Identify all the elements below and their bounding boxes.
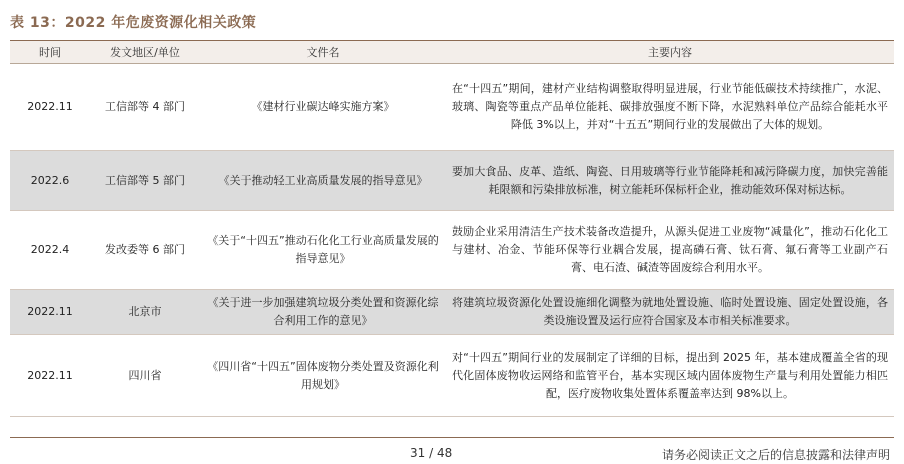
- cell-content: 鼓励企业采用清洁生产技术装备改造提升，从源头促进工业废物“减量化”，推动石化化工与建材、冶金、节能环保等行业耦合发展，提高磷石膏、钛石膏、氟石膏等工业副产石膏、电石渣、碱渣等固废综合利用水平。: [452, 225, 888, 274]
- table-row: [10, 211, 894, 290]
- cell-dept: 北京市: [128, 305, 162, 318]
- table-title: 表 13：2022 年危废资源化相关政策: [10, 15, 257, 31]
- cell-dept: 四川省: [128, 368, 162, 382]
- table-header: [10, 41, 894, 64]
- cell-dept: 工信部等 5 部门: [105, 173, 185, 187]
- cell-doc: 《建材行业碳达峰实施方案》: [251, 100, 395, 113]
- header-dept: 发文地区/单位: [110, 46, 180, 59]
- cell-doc: 《四川省“十四五”固体废物分类处置及资源化利用规划》: [207, 359, 439, 391]
- cell-content: 在“十四五”期间，建材产业结构调整取得明显进展，行业节能低碳技术持续推广，水泥、玻璃、陶瓷等重点产品单位能耗、碳排放强度不断下降，水泥熟料单位产品综合能耗水平降低 3%以上，并对“十五五”期间行业的发展做出了大体的规划。: [452, 82, 888, 131]
- disclaimer-text: 请务必阅读正文之后的信息披露和法律声明: [661, 448, 890, 462]
- policy-table: [10, 40, 894, 417]
- page-number: 31 / 48: [410, 446, 453, 460]
- cell-dept: 发改委等 6 部门: [105, 243, 185, 256]
- cell-time: 2022.11: [27, 305, 73, 318]
- cell-content: 要加大食品、皮革、造纸、陶瓷、日用玻璃等行业节能降耗和减污降碳力度，加快完善能耗限额和污染排放标准，树立能耗环保标杆企业，推动能效环保对标达标。: [452, 164, 888, 196]
- cell-content: 对“十四五”期间行业的发展制定了详细的目标，提出到 2025 年，基本建成覆盖全省的现代化固体废物收运网络和监管平台，基本实现区域内固体废物生产量与利用处置能力相匹配，医疗废物收集处置体系覆盖率达到 98%以上。: [452, 350, 888, 400]
- table-row: [10, 335, 894, 417]
- footer-divider: [10, 437, 894, 438]
- table-row: [10, 290, 894, 335]
- cell-doc: 《关于“十四五”推动石化化工行业高质量发展的指导意见》: [207, 234, 439, 265]
- cell-time: 2022.6: [30, 173, 70, 187]
- cell-time: 2022.11: [27, 100, 73, 113]
- header-doc: 文件名: [306, 46, 340, 59]
- table-row: [10, 151, 894, 211]
- header-content: 主要内容: [648, 46, 692, 59]
- cell-content: 将建筑垃圾资源化处置设施细化调整为就地处置设施、临时处置设施、固定处置设施，各类设施设置及运行应符合国家及本市相关标准要求。: [452, 296, 888, 327]
- cell-doc: 《关于推动轻工业高质量发展的指导意见》: [218, 173, 428, 187]
- cell-doc: 《关于进一步加强建筑垃圾分类处置和资源化综合利用工作的意见》: [207, 296, 439, 327]
- cell-time: 2022.11: [27, 368, 73, 382]
- header-time: 时间: [39, 46, 61, 59]
- cell-time: 2022.4: [30, 243, 70, 256]
- cell-dept: 工信部等 4 部门: [105, 100, 185, 113]
- table-row: [10, 64, 894, 151]
